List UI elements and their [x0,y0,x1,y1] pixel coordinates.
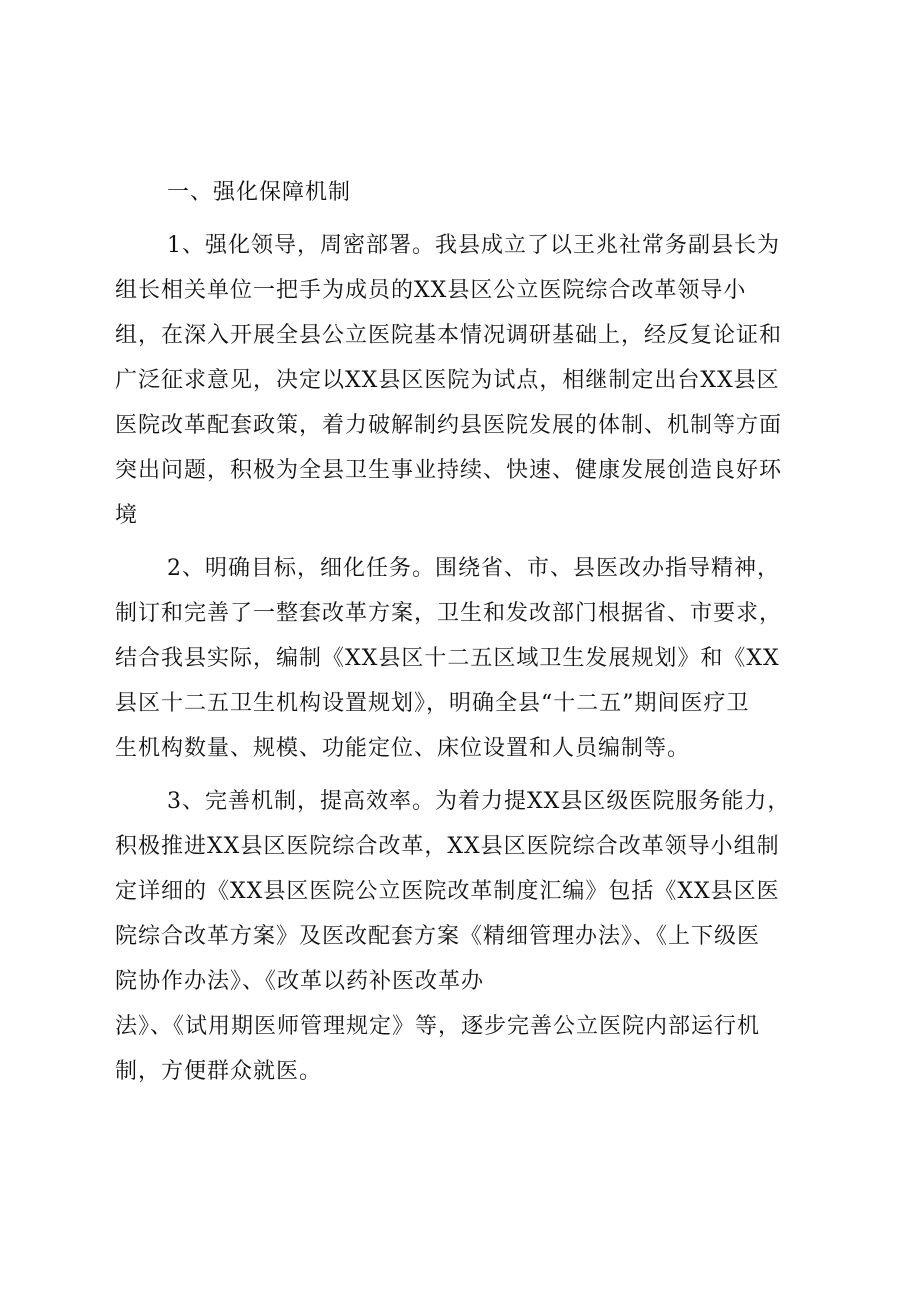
paragraph-line: 广泛征求意见，决定以XX县区医院为试点，相继制定出台XX县区 [115,368,780,393]
paragraph-line: 制，方便群众就医。 [115,1059,323,1084]
paragraph-3 [115,779,810,1094]
paragraph-line: 院协作办法》、《改革以药补医改革办 [115,969,485,994]
paragraph-line: 境 [115,503,139,528]
paragraph-line: 定详细的《XX县区医院公立医院改革制度汇编》包括《XX县区医 [115,879,780,904]
paragraph-1 [115,223,810,538]
paragraph-line: 2、明确目标，细化任务。围绕省、市、县医改办指导精神， [167,556,780,581]
paragraph-line: 生机构数量、规模、功能定位、床位设置和人员编制等。 [115,736,691,761]
paragraph-line: 组，在深入开展全县公立医院基本情况调研基础上，经反复论证和 [115,323,783,348]
paragraph-line: 结合我县实际，编制《XX县区十二五区域卫生发展规划》和《XX [115,646,780,671]
paragraph-line: 突出问题，积极为全县卫生事业持续、快速、健康发展创造良好环 [115,458,783,483]
paragraph-line: 3、完善机制，提高效率。为着力提XX县区级医院服务能力， [167,789,791,814]
paragraph-line: 组长相关单位一把手为成员的XX县区公立医院综合改革领导小 [115,278,747,303]
paragraph-line: 院综合改革方案》及医改配套方案《精细管理办法》、《上下级医 [115,924,761,949]
paragraph-line: 制订和完善了一整套改革方案，卫生和发改部门根据省、市要求， [115,601,783,626]
paragraph-line: 法》、《试用期医师管理规定》等，逐步完善公立医院内部运行机 [115,1014,761,1039]
paragraph-2 [115,546,810,771]
paragraph-line: 医院改革配套政策，着力破解制约县医院发展的体制、机制等方面 [115,413,783,438]
paragraph-line: 1、强化领导，周密部署。我县成立了以王兆社常务副县长为 [167,233,780,258]
paragraph-line: 积极推进XX县区医院综合改革，XX县区医院综合改革领导小组制 [115,834,780,859]
paragraph-line: 县区十二五卫生机构设置规划》，明确全县“十二五”期间医疗卫 [115,691,750,716]
document-body [115,170,810,1094]
section-heading: 一、强化保障机制 [167,180,352,205]
